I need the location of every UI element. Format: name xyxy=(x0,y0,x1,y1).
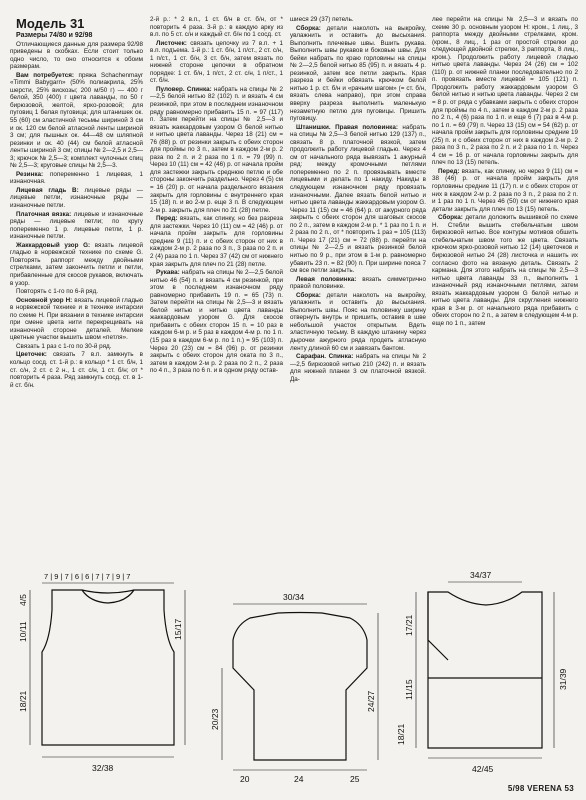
dress-back-label: Сарафан. Спинка: xyxy=(296,353,354,361)
sleeves-text: набрать на спицы № 2—2,5 белой нитью 46 (54) п. и вязать 4 см резинкой, при этом в последнем изнаночном ряду равномерно прибавить 19 п. = 65 (73) п. Затем перейти на спицы № 2,5—3 и вязать белой нитью и нитью цвета лаванды жаккардовым узором G. Для скосов прибавить с обеих сторон 15 п. = 10 раз в каждом 6-м р. и 5 раз в каждом 4-м р. по 1 п. (15 раз в каждом 6-м р. по 1 п.) = 95 (103) п. Через 20 (23) см = 84 (96) р. от резинки закрыть с обеих сторон для оката по 3 п., затем в каждом 2-м р. 2 раза по 2 п., 2 раза по 4 п., 3 раза по 6 п. и в одном ряду остав- xyxy=(150,269,283,375)
stockinette-text: лицевые ряды — лицевые петли, изнаночные ряды — изнаночные петли. xyxy=(10,186,143,210)
leaf-text: связать цепочку из 7 в.п. + 1 в.п. подъема. 1-й р.: 1 ст. б/н, 1 п/ст., 2 ст. с/н, 1 п/ст., 1 ст. б/н, 3 ст. б/н, затем вязать по нижней стороне цепочки в обратном порядке: 1 ст. б/н, 1 п/ст., 2 ст. с/н, 1 п/ст., 1 ст. б/н. xyxy=(150,39,283,85)
flower-text: связать 7 в.п. замкнуть в кольцо сосд. ст. 1-й р.: в кольцо * 1 ст. б/н, 1 ст. с/н, 2 ст. с 2 н., 1 ст. с/н, 1 ст. б/н; от * повторить 4 раза. Ряд замкнуть сосд. ст. в 1-й ст. б/н. xyxy=(10,351,143,389)
pullover-back-neck xyxy=(82,590,134,593)
sizes-heading: Размеры 74/80 и 92/98 xyxy=(16,32,93,39)
dress-armhole-left xyxy=(428,592,448,660)
pullover-schematic xyxy=(18,572,185,773)
dress-back-continued: лее перейти на спицы № 2,5—3 и вязать по схеме 30 р. основным узором Н: кром., 1 лиц., 3 раппорта между двойными стрелками, кром. (кром., 8 лиц., 1 раз от простой стрелки до следующей двойной стрелки, 3 раппорта, 8 лиц., кром.). Продолжить работу лицевой гладью нитью цвета лаванды. Через 24 (26) см = 102 (110) р. от нижней планки последовательно по 2 п. провязать вместе лицевой = 105 (121) п. Продолжить работу жаккардовым узором G белой нитью и нитью цвета лаванды. Через 2 см = 8 р. от ряда с убавками закрыть с обеих сторон для проймы по 4 п., затем в каждом 2-м р. 2 раза по 2 п., 4 (6) раза по 1 п. и еще 6 (7) раз в 4-м р. по 1 п. = 69 (79) п. Через 13 (15) см = 54 (62) р. от начала пройм закрыть для горловины средние 19 (25) п. и с обеих сторон от них в каждом 2-м р. 2 раза по 3 п., 2 раза по 2 п. и 2 раза по 1 п. Через 4 см = 16 р. от начала горловины закрыть для плеч по 13 (15) петель. xyxy=(432,16,578,167)
pullover-height-left: 18/21 xyxy=(18,690,28,712)
pants-right-label: Штанишки. Правая половинка: xyxy=(296,123,398,131)
dress-width: 42/45 xyxy=(472,764,494,774)
pullover-width: 32/38 xyxy=(92,763,114,773)
pants-assembly-text: детали наколоть на выкройку, увлажнить и оставить до высыхания. Выполнить швы. Пояс на половинку ширину отвернуть внутрь и пришить, оставив в шве небольшой участок открытым. Вдеть эластичную тесьму. В каждую штанину через дырочки ажурного ряда продеть атласную ленту длиной 60 см и завязать бантом. xyxy=(290,291,426,352)
leaf-label: Листочек: xyxy=(156,39,187,47)
dress-assembly-text: детали доложить вышивкой по схеме Н. Стебли вышить стебельчатым швом бирюзовой нитью. Все контуры мотивов обшить стебельчатым швом того же цвета. Связать крючком ярко-розовой нитью 12 (14) цветочков и бирюзовой нитью 24 (28) листочка и нашить их согласно фото на вязаную деталь. Связать 2 кармана. Для этого набрать на спицы № 2,5—3 нитью цвета лаванды 33 п., выполнить 1 изнаночный ряд изнаночными петлями, затем вязать жаккардовым узором G белой нитью и нитью цвета лаванды. Для скругления нижнего края в 3-м р. от начального ряда прибавить с обеих сторон по 2 п., а затем в следующем 4-м р. еще по 1 п., затем xyxy=(432,214,578,327)
sleeve-height-left: 20/23 xyxy=(210,708,220,730)
pullover-assembly-text: детали наколоть на выкройку, увлажнить и оставить до высыхания. Выполнить плечевые швы. Вшить рукава. Выполнить швы рукавов и боковые швы. Для бейки набрать по краю горловины на спицы № 2—2,5 белой нитью 85 (95) п. и вязать 4 р. резинкой, затем все петли закрыть. Края разреза и бейки обвязать крючком белой нитью 1 р. ст. б/н и «рачьим шагом» (= ст. б/н, вязать слева направо), при этом справа вверху разреза выполнить маленькую незаметную петлю для пуговицы. Пришить пуговицу. xyxy=(290,24,426,123)
dress-outline xyxy=(428,592,542,748)
jacquard-repeat: Повторять с 1-го по 6-й ряд. xyxy=(16,288,99,296)
sleeve-continued: шиеся 29 (37) петель. xyxy=(290,16,354,23)
pullover-front-text: вязать, как спинку, но без разреза для застежки. Через 10 (11) см = 42 (46) р. от начала пройм закрыть для горловины средние 9 (11) п. и с обеих сторон от них в каждом 2-м р. 2 раза по 3 п., 3 раза по 2 п. и 2 (4) раза по 1 п. Через 37 (42) см от нижнего края закрыть для плеч по 21 (28) петле. xyxy=(150,215,283,268)
pullover-armhole-left: 10/11 xyxy=(18,621,28,642)
dress-height-2: 11/15 xyxy=(404,679,414,700)
jacquard-text: вязать лицевой гладью в норвежской технике по схеме G. Повторять раппорт между двойными стрелками, затем закончить петли и петли, прибавленные для скосов рукавов, включать в узор. xyxy=(10,241,143,287)
sleeve-schematic xyxy=(210,592,378,784)
pullover-assembly-label: Сборка: xyxy=(296,24,321,32)
dress-top-width: 34/37 xyxy=(470,570,492,580)
page-title: Модель 31 xyxy=(16,16,85,31)
dress-schematic xyxy=(396,570,568,774)
dress-assembly-label: Сборка: xyxy=(438,214,463,222)
sleeve-bottom-middle: 24 xyxy=(294,774,304,784)
pants-assembly-label: Сборка: xyxy=(296,291,321,299)
pullover-neck-left: 4/5 xyxy=(18,594,28,606)
pullover-back-label: Пуловер. Спинка: xyxy=(156,85,212,93)
dress-front-label: Перед: xyxy=(438,167,460,175)
dress-front-text: вязать, как спинку, но через 9 (11) см = 38 (46) р. от начала пройм закрыть для горловины средние 11 (17) п. и с обеих сторон от них в каждом 2-м р. 2 раза по 3 п., 2 раза по 2 п. и 1 раз по 1 п. Через 46 (50) см от нижнего края детали закрыть для плеч по 13 (15) петель. xyxy=(432,167,578,213)
sleeve-bottom-left: 20 xyxy=(240,774,250,784)
pants-right-text: набрать на спицы № 2,5—3 белой нитью 129 (137) п., связать 8 р. платочной вязкой, затем продолжить работу лицевой гладью. Через 4 см от начального ряда вывязать 1 ажурный ряд: между кромочными петлями попеременно по 2 п. провязывать вместе лицевыми и делать по 1 накиду. Накиды в следующем изнаночном ряду провязать изнаночными. Далее вязать белой нитью и нитью цвета лаванды жаккардовым узором G. Через 11 (15) см = 46 (64) р. от ажурного ряда закрыть с обеих сторон для шаговых скосов по 2 п., затем в каждом 2-м р. * 1 раз по 1 п. и 2 раза по 2 п., от * повторить 1 раз = 105 (113) п. Через 17 (21) см = 72 (88) р. перейти на спицы № 2—2,5 и вязать резинкой белой нитью по 9 р., при этом в 1-м р. равномерно убавить 23 п. = 82 (90) п. При ширине пояса 7 см все петли закрыть. xyxy=(290,123,426,275)
stockinette-label: Лицевая гладь В: xyxy=(16,186,79,194)
pullover-back-text: набрать на спицы № 2—2,5 белой нитью 82 (102) п. и вязать 4 см резинкой, при этом в последнем изнаночном ряду равномерно прибавить 15 п. = 97 (117) п. Затем перейти на спицы № 2,5—3 и вязать жаккардовым узором G белой нитью и нитью цвета лаванды. Через 18 (21) см = 76 (88) р. от резинки закрыть с обеих сторон для проймы по 3 п., затем в каждом 2-м р. 2 раза по 2 п. и 2 раза по 1 п. = 79 (99) п. Через 10 (11) см = 42 (46) р. от начала пройм для застежки закрыть среднюю петлю и обе стороны закончить раздельно. Через 4 (5) см = 16 (20) р. от начала раздельного вязания закрыть для горловины с внутреннего края 15 (18) п. и во 2-м р. еще 3 п. В следующем 2-м р. закрыть для плеч по 21 (28) петле. xyxy=(150,85,283,214)
pullover-outline xyxy=(42,590,174,745)
dress-height-1: 17/21 xyxy=(404,614,414,636)
pullover-front-label: Перед: xyxy=(156,215,178,223)
sleeve-outline xyxy=(233,613,367,761)
sleeve-height-right: 24/27 xyxy=(366,690,376,712)
sleeves-label: Рукава: xyxy=(156,269,180,277)
base-pattern-text: вязать лицевой гладью в норвежской технике и в технике интарсии по схеме H. При вязании в технике интарсии при смене цвета нити перекрещивать на изнаночной стороне деталей. Мелкие цветные участки вышить швом «петля». xyxy=(10,296,143,342)
materials-text: пряжа Schachenmayr «Timmi Babygarn» (50% полиакрила, 25% шерсти, 25% вискозы; 200 м/50 г) — 400 г белой, 350 (400) г цвета лаванды, по 50 г бирюзовой, желтой, ярко-розовой; для пуговиц 1 белая пуговица; для штанишек ок. 55 (60) см эластичной тесьмы шириной 3 см и ок. 120 см белой атласной ленты шириной 3 см; для пышных ок. 44—48 см шляпной резинки и ок. 40 (44) см белой атласной ленты шириной 3 см; спицы № 2—2,5 и 2,5—3; крючок № 2,5—3; комплект чулочных спиц № 2,5—3; круговые спицы № 2,5—3. xyxy=(10,71,143,170)
sleeve-bottom-right: 25 xyxy=(350,774,360,784)
pullover-height-right: 15/17 xyxy=(173,618,183,640)
base-pattern-repeat: Связать 1 раз с 1-го по 30-й ряд. xyxy=(16,342,112,350)
dress-back-text: набрать на спицы № 2—2,5 бирюзовой нитью 210 (242) п. и вязать для нижней планки 3 см платочной вязкой. Да- xyxy=(290,353,426,383)
page-footer: 5/98 VERENA 53 xyxy=(507,784,574,793)
rib-text: попеременно 1 лицевая, 1 изнаночная. xyxy=(10,170,143,186)
jacquard-label: Жаккардовый узор G: xyxy=(16,241,91,249)
garter-label: Платочная вязка: xyxy=(16,210,72,218)
dress-height-3: 18/21 xyxy=(396,723,406,745)
sleeve-top-width: 30/34 xyxy=(283,592,305,602)
pants-left-label: Левая половинка: xyxy=(296,275,357,283)
dress-total-height: 31/39 xyxy=(558,668,568,690)
base-pattern-label: Основной узор H: xyxy=(16,296,73,304)
pants-left-text: вязать симметрично правой половинке. xyxy=(290,275,426,291)
intro-paragraph: Отличающиеся данные для размера 92/98 приведены в скобках. Если стоит только одно число, то оно относится к обоим размерам. xyxy=(10,40,143,71)
pullover-top-marks: 7 | 9 | 7 | 6 | 6 | 7 | 7 | 9 | 7 xyxy=(44,572,131,581)
rib-label: Резинка: xyxy=(16,170,44,178)
materials-label: Вам потребуется: xyxy=(16,71,74,79)
garter-text: лицевые и изнаночные ряды — лицевые петли; по кругу попеременно 1 р. лицевые петли, 1 р. изнаночные петли. xyxy=(10,210,143,241)
flower-label: Цветочек: xyxy=(16,351,47,359)
flower-rows-paragraph: 2-й р.: * 2 в.п., 1 ст. б/н в ст. б/н, от * повторить 4 раза. 3-й р.: в каждую арку из в.п. по 5 ст. с/н и каждый ст. б/н по 1 сосд. ст. xyxy=(150,16,283,39)
